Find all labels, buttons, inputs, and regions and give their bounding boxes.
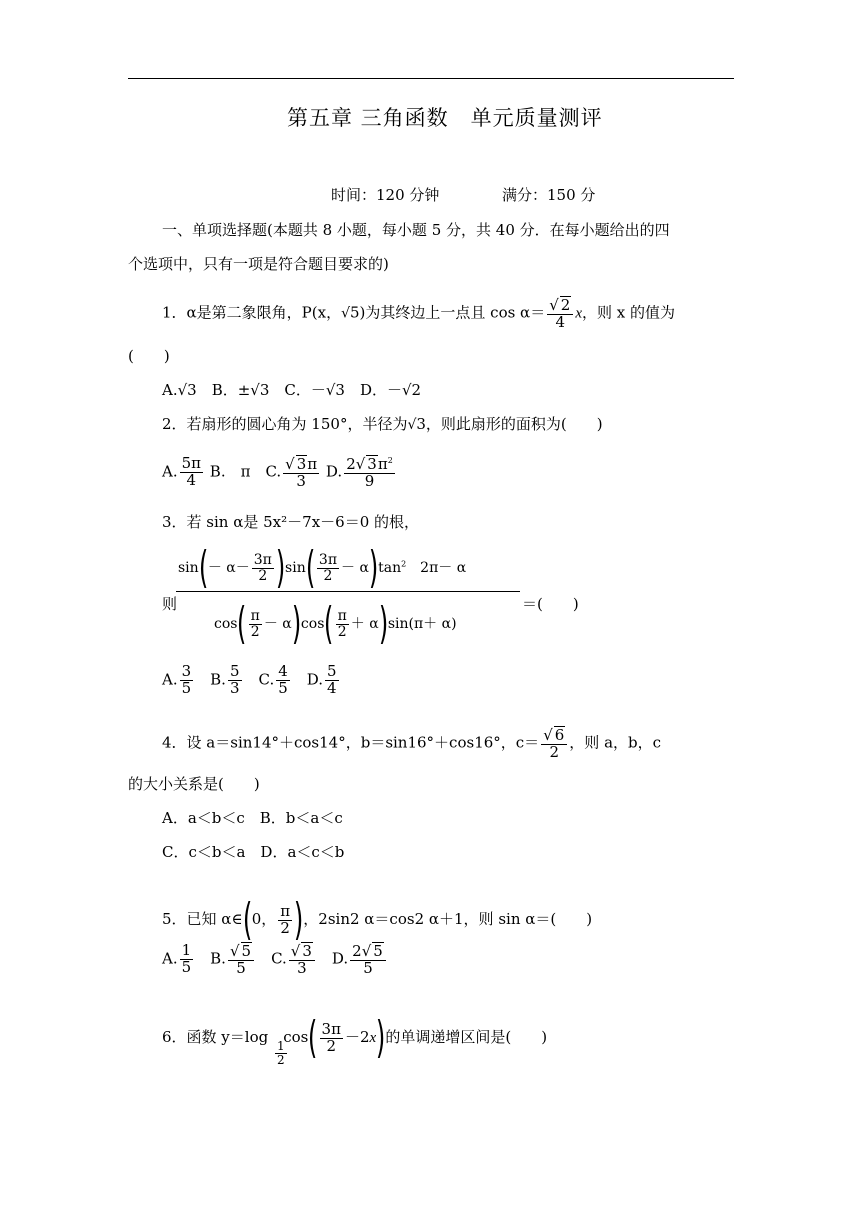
fraction: $\frac{√ 6}{2}$ bbox=[541, 726, 567, 761]
page-title: 第五章 三角函数 单元质量测评 bbox=[287, 106, 603, 130]
q1-answer-blank: ( ) bbox=[128, 347, 170, 365]
q2-option-d-label: D. bbox=[325, 462, 343, 481]
question-5: 5．已知 α∈(0， $\frac{\pi}{2}$ )，2sin2 α＝cos2 α＋1，则 sin α＝( ) bbox=[162, 894, 593, 945]
q2-text-b: 3，则此扇形的面积为( ) bbox=[416, 415, 603, 433]
q4-options-cd: C．c＜b＜a D．a＜c＜b bbox=[162, 843, 345, 861]
q3-then: 则 bbox=[162, 595, 178, 613]
q1-options: A.√3 B．±√3 C．－√3 D．－√2 bbox=[162, 381, 422, 399]
q1-text-c: ，则 x 的值为 bbox=[581, 303, 675, 322]
fraction: $\frac{√ 3\pi}{3}$ bbox=[285, 455, 318, 490]
q6-text-b: cos bbox=[283, 1028, 309, 1046]
q5-text-b: ，2sin2 α＝cos2 α＋1，则 sin α＝( ) bbox=[303, 910, 593, 928]
question-3: 3．若 sin α是 5x²－7x－6＝0 的根， bbox=[162, 513, 420, 531]
section-heading-line1: 一、单项选择题(本题共 8 小题，每小题 5 分，共 40 分．在每小题给出的四 bbox=[162, 221, 670, 239]
section-heading-line2: 个选项中，只有一项是符合题目要求的) bbox=[128, 255, 389, 273]
q1-text-a: 1．α是第二象限角，P(x， bbox=[162, 303, 342, 322]
question-4 bbox=[162, 726, 661, 761]
fraction: $\frac{√ 2}{4}$ bbox=[547, 296, 573, 331]
q2-text-a: 2．若扇形的圆心角为 150°，半径为 bbox=[162, 415, 408, 433]
q4-text-c: 的大小关系是( ) bbox=[128, 775, 260, 793]
q6-text-a: 6．函数 y＝log bbox=[162, 1028, 269, 1046]
exam-score: 满分：150 分 bbox=[502, 186, 596, 204]
q3-options: A. $\frac{3}{5}$ B. $\frac{5}{3}$ C. $\frac{4}{5}$ D. $\frac{5}{4}$ bbox=[162, 662, 337, 697]
question-6: 6．函数 y＝log cos( $\frac{3\pi}{2}$ －2x)的单调递增区间是( ) bbox=[162, 1012, 548, 1063]
log-base: $\frac{1}{2}$ bbox=[277, 1039, 285, 1067]
header-rule bbox=[128, 78, 734, 79]
q5-text-a: 5．已知 α∈ bbox=[162, 910, 243, 928]
q3-equals: ＝( ) bbox=[522, 595, 579, 613]
sqrt-symbol: √ bbox=[341, 305, 350, 322]
q5-options: A. $\frac{1}{5}$ B. $\frac{√ 5}{5}$ C. $\frac{√ 3}{3}$ D. $\frac{2√ 5}{5}$ bbox=[162, 942, 388, 977]
question-1: 1．α是第二象限角，P(x，√5)为其终边上一点且 cos α＝ $\frac{√ 2}{4}$ x，则 x 的值为 bbox=[162, 296, 675, 331]
q4-text-b: ，则 a，b，c bbox=[569, 733, 662, 752]
fraction-bar bbox=[176, 591, 520, 592]
q2-options bbox=[162, 455, 397, 490]
fraction: $\frac{5\pi}{4}$ bbox=[181, 454, 202, 489]
q1-text-b: 5)为其终边上一点且 cos α＝ bbox=[350, 303, 546, 322]
q6-text-c: 的单调递增区间是( ) bbox=[385, 1028, 548, 1046]
q4-options-ab: A．a＜b＜c B．b＜a＜c bbox=[162, 809, 343, 827]
q3-denominator: cos( $\frac{\pi}{2}$ － α)cos( $\frac{\pi}{2}$ ＋ α)sin(π＋ α) bbox=[214, 598, 457, 649]
q2-option-bc-label: B. π C. bbox=[209, 462, 282, 481]
q2-option-a-label: A. bbox=[162, 462, 178, 481]
fraction: $\frac{2√ 3\pi^2}{9}$ bbox=[346, 455, 393, 490]
exam-time: 时间：120 分钟 bbox=[331, 186, 440, 204]
q3-numerator: sin(－ α－ $\frac{3\pi}{2}$ )sin( $\frac{3\pi}{2}$ － $\alpha)\tan^2$ 2π－ α bbox=[178, 542, 467, 593]
q4-text-a: 4．设 a＝sin14°＋cos14°，b＝sin16°＋cos16°，c＝ bbox=[162, 733, 540, 752]
question-2: 2．若扇形的圆心角为 150°，半径为√3，则此扇形的面积为( ) bbox=[162, 415, 603, 433]
